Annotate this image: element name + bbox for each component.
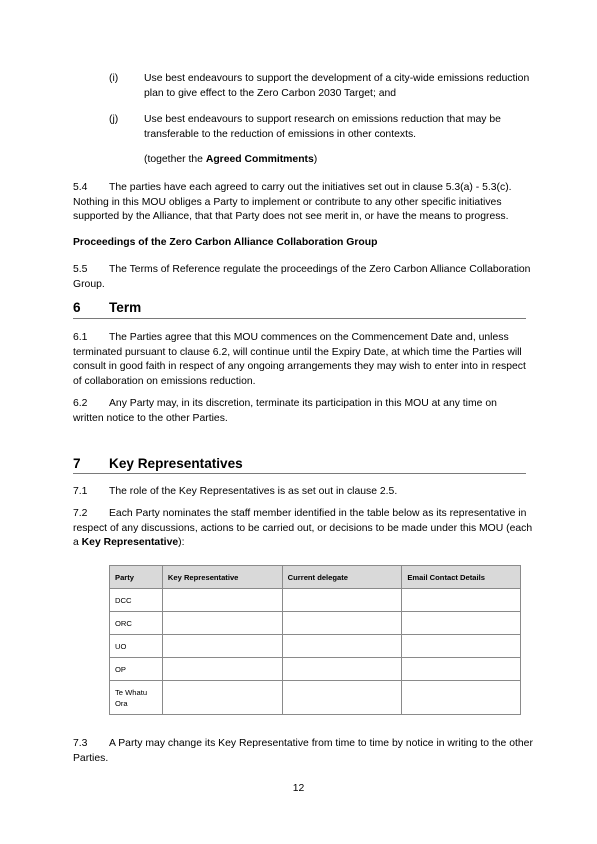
clause-7-1: 7.1 The role of the Key Representatives is as set out in clause 2.5. bbox=[73, 485, 397, 500]
clause-6-1: 6.1 The Parties agree that this MOU commences on the Commencement Date and, unless terminated pursuant to clause 6.2, will continue until the Expiry Date, at which time the Parties will consult in good faith in respect of any ongoing arrangements they may wish to enter into in respect of collaboration on emissions reduction. bbox=[73, 332, 526, 387]
current-delegate-cell bbox=[282, 635, 402, 658]
table-header-row bbox=[110, 566, 521, 589]
clause-marker: (i) bbox=[109, 73, 119, 84]
email-cell bbox=[402, 589, 521, 612]
clause-number: 6.2 bbox=[73, 398, 88, 409]
column-header: Party bbox=[110, 566, 163, 589]
current-delegate-cell bbox=[282, 589, 402, 612]
column-header: Email Contact Details bbox=[402, 566, 521, 589]
key-representative-cell bbox=[162, 658, 282, 681]
clause-number: 7.3 bbox=[73, 738, 88, 749]
column-header: Key Representative bbox=[162, 566, 282, 589]
column-header: Current delegate bbox=[282, 566, 402, 589]
key-representative-cell bbox=[162, 612, 282, 635]
clause-number: 7.2 bbox=[73, 508, 88, 519]
current-delegate-cell bbox=[282, 658, 402, 681]
clause-number: 5.5 bbox=[73, 264, 88, 275]
clause-number: 6.1 bbox=[73, 332, 88, 343]
clause-7-2: 7.2 Each Party nominates the staff member identified in the table below as its representative in respect of any discussions, actions to be carried out, or decisions to be made under this MOU (each a Key Representative): bbox=[73, 508, 533, 548]
party-cell: ORC bbox=[110, 612, 163, 635]
key-representative-cell bbox=[162, 681, 282, 715]
table-row bbox=[110, 658, 521, 681]
section-6-heading bbox=[73, 299, 141, 317]
party-cell: DCC bbox=[110, 589, 163, 612]
clause-marker: (j) bbox=[109, 114, 119, 125]
key-representative-cell bbox=[162, 635, 282, 658]
clause-number: 5.4 bbox=[73, 182, 88, 193]
clause-6-2: 6.2 Any Party may, in its discretion, terminate its participation in this MOU at any time on written notice to the other Parties. bbox=[73, 398, 497, 424]
clause-text: Use best endeavours to support the development of a city-wide emissions reduction plan to give effect to the Zero Carbon 2030 Target; and bbox=[144, 73, 530, 99]
agreed-commitments-definition: (together the Agreed Commitments) bbox=[144, 154, 318, 165]
key-representatives-table bbox=[109, 565, 521, 715]
key-representative-cell bbox=[162, 589, 282, 612]
current-delegate-cell bbox=[282, 681, 402, 715]
clause-5-4: 5.4 The parties have each agreed to carry out the initiatives set out in clause 5.3(a) - 5.3(c). Nothing in this MOU obliges a Party to implement or contribute to any other specific initiatives supported by the Alliance, that that Party does not see merit in, or have the means to progress. bbox=[73, 182, 512, 222]
table-row bbox=[110, 612, 521, 635]
party-cell: OP bbox=[110, 658, 163, 681]
clause-5-5: 5.5 The Terms of Reference regulate the proceedings of the Zero Carbon Alliance Collaboration Group. bbox=[73, 264, 531, 290]
section-number: 7 bbox=[73, 456, 81, 471]
table-row bbox=[110, 681, 521, 715]
table-row bbox=[110, 635, 521, 658]
section-6-rule bbox=[73, 318, 526, 319]
clause-number: 7.1 bbox=[73, 486, 88, 497]
section-number: 6 bbox=[73, 300, 81, 315]
section-title: Key Representatives bbox=[109, 456, 243, 471]
clause-text: Use best endeavours to support research on emissions reduction that may be transferable to the reduction of emissions in other contexts. bbox=[144, 114, 501, 140]
page-number: 12 bbox=[292, 783, 305, 794]
section-title: Term bbox=[109, 300, 142, 315]
clause-7-3: 7.3 A Party may change its Key Representative from time to time by notice in writing to the other Parties. bbox=[73, 738, 533, 764]
email-cell bbox=[402, 635, 521, 658]
email-cell bbox=[402, 681, 521, 715]
party-cell: Te Whatu Ora bbox=[110, 681, 163, 715]
section-7-rule bbox=[73, 473, 526, 474]
current-delegate-cell bbox=[282, 612, 402, 635]
proceedings-heading: Proceedings of the Zero Carbon Alliance Collaboration Group bbox=[73, 237, 378, 248]
email-cell bbox=[402, 612, 521, 635]
table-row bbox=[110, 589, 521, 612]
email-cell bbox=[402, 658, 521, 681]
section-7-heading bbox=[73, 455, 243, 473]
party-cell: UO bbox=[110, 635, 163, 658]
